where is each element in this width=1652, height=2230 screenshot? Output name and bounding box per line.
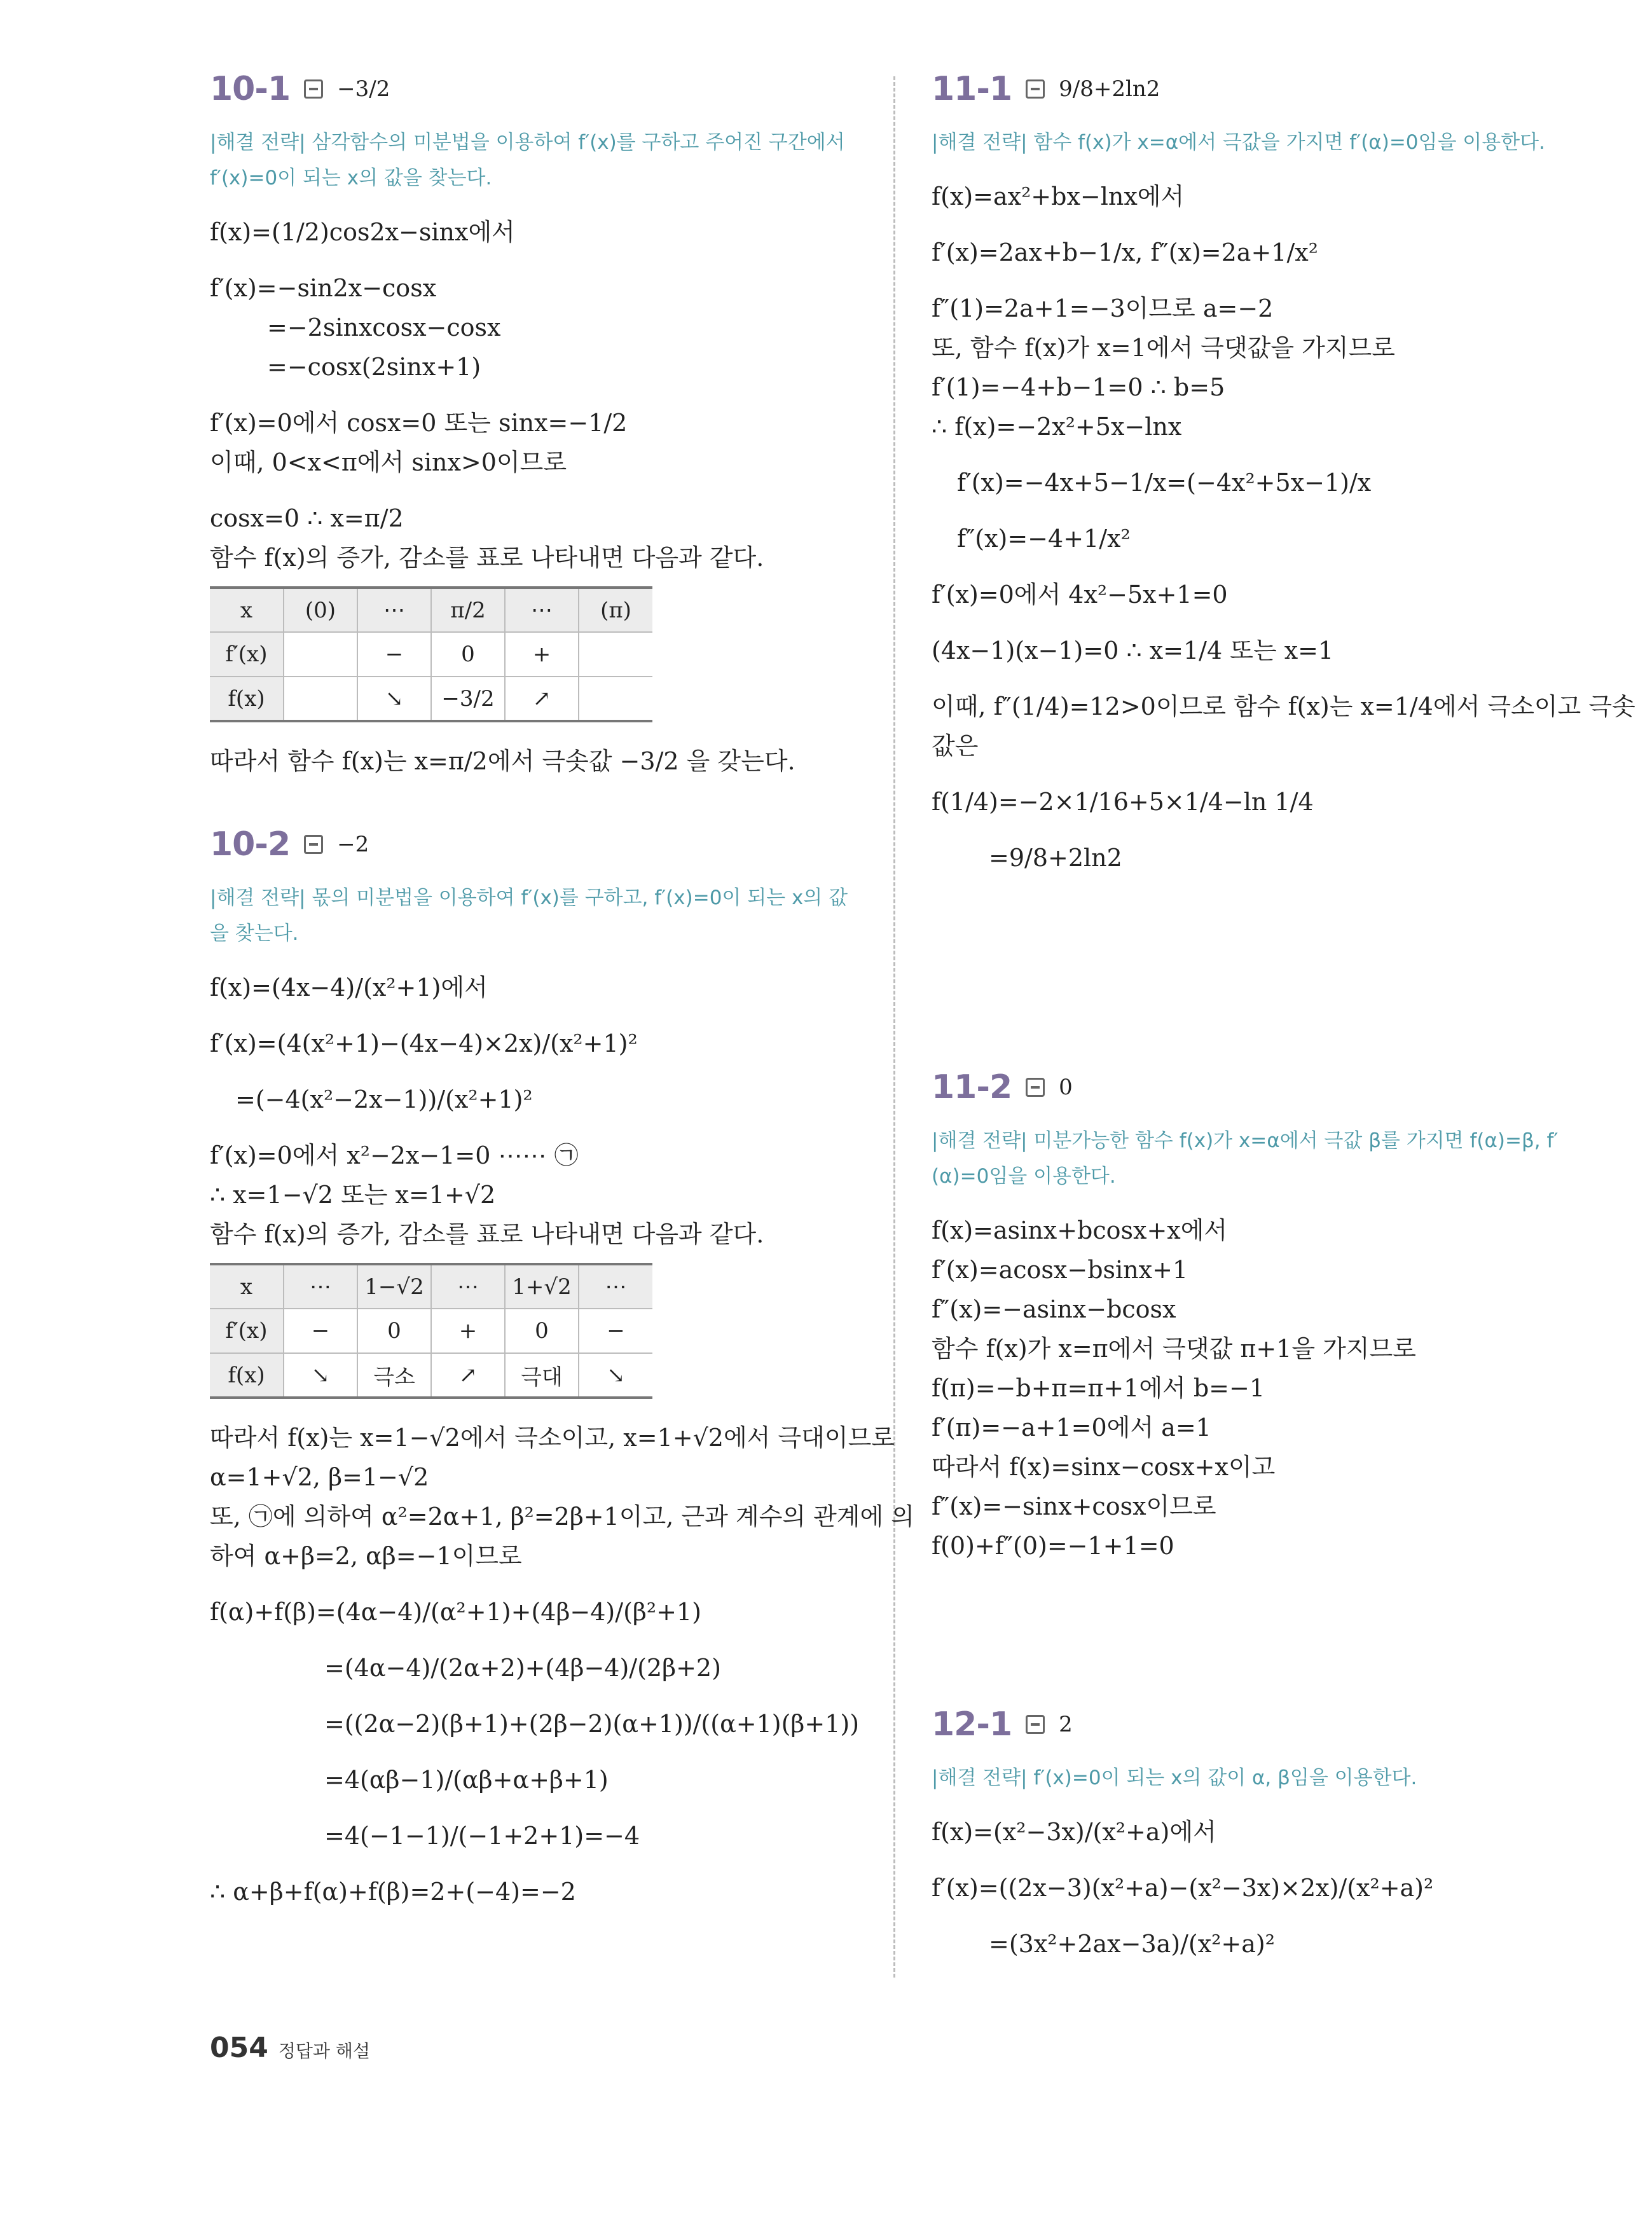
problem-number: 11-1 xyxy=(932,70,1012,108)
solution-line: 이때, f″(1/4)=12>0이므로 함수 f(x)는 x=1/4에서 극소이고 극솟 xyxy=(932,692,1635,720)
answer-icon xyxy=(304,79,323,99)
solution-line: 함수 f(x)의 증가, 감소를 표로 나타내면 다음과 같다. xyxy=(210,544,764,572)
page-footer xyxy=(210,2032,370,2064)
table-cell xyxy=(579,677,652,721)
table-cell: 0 xyxy=(431,632,505,677)
solution-line: ∴ x=1−√2 또는 x=1+√2 xyxy=(210,1181,496,1209)
solution-line: =−cosx(2sinx+1) xyxy=(267,353,481,381)
table-cell: x xyxy=(210,588,284,632)
solution-line: f′(x)=(4(x²+1)−(4x−4)×2x)/(x²+1)² xyxy=(210,1029,638,1057)
solution-line: f(1/4)=−2×1/16+5×1/4−ln 1/4 xyxy=(932,788,1314,816)
table-row xyxy=(210,588,652,632)
solution-line: =(−4(x²−2x−1))/(x²+1)² xyxy=(235,1085,533,1113)
solution-line: f′(x)=((2x−3)(x²+a)−(x²−3x)×2x)/(x²+a)² xyxy=(932,1874,1434,1902)
problem-number: 11-2 xyxy=(932,1068,1012,1106)
solution-line: ∴ f(x)=−2x²+5x−lnx xyxy=(932,413,1182,441)
table-cell: ↘ xyxy=(357,677,431,721)
strategy-text: |해결 전략| 함수 f(x)가 x=α에서 극값을 가지면 f′(α)=0임을 이용한다. xyxy=(932,131,1545,154)
answer-value: −2 xyxy=(337,832,369,857)
left-column xyxy=(210,70,914,1911)
table-row xyxy=(210,1309,652,1353)
answer-value: 0 xyxy=(1059,1075,1073,1100)
table-cell: 1−√2 xyxy=(357,1264,431,1309)
problem-number: 10-1 xyxy=(210,70,291,108)
table-cell: + xyxy=(505,632,579,677)
solution-line: f(α)+f(β)=(4α−4)/(α²+1)+(4β−4)/(β²+1) xyxy=(210,1598,701,1626)
table-cell: −3/2 xyxy=(431,677,505,721)
conclusion-line: 따라서 함수 f(x)는 x=π/2에서 극솟값 −3/2 을 갖는다. xyxy=(210,747,795,775)
solution-line: f′(x)=−4x+5−1/x=(−4x²+5x−1)/x xyxy=(957,469,1372,497)
table-cell: f′(x) xyxy=(210,1309,284,1353)
answer-value: −3/2 xyxy=(337,76,390,102)
page-number: 054 xyxy=(210,2032,268,2064)
solution-line: f″(x)=−sinx+cosx이므로 xyxy=(932,1492,1216,1520)
solution-line: 또, ㉠에 의하여 α²=2α+1, β²=2β+1이고, 근과 계수의 관계에 의 xyxy=(210,1503,914,1531)
solution-line: 이때, 0<x<π에서 sinx>0이므로 xyxy=(210,448,567,476)
solution-line: 값은 xyxy=(932,732,979,760)
table-row xyxy=(210,1264,652,1309)
solution-line: f(x)=(x²−3x)/(x²+a)에서 xyxy=(932,1818,1216,1846)
table-cell: f(x) xyxy=(210,677,284,721)
solution-line: f″(x)=−asinx−bcosx xyxy=(932,1295,1176,1323)
answer-icon xyxy=(304,835,323,854)
solution-line: cosx=0 ∴ x=π/2 xyxy=(210,504,404,532)
solution-line: f(x)=asinx+bcosx+x에서 xyxy=(932,1216,1228,1244)
solution-line: =9/8+2ln2 xyxy=(989,844,1122,872)
solution-line: f(x)=ax²+bx−lnx에서 xyxy=(932,182,1185,210)
solution-line: =4(αβ−1)/(αβ+α+β+1) xyxy=(324,1766,609,1794)
answer-icon xyxy=(1026,79,1045,99)
table-cell: 극소 xyxy=(357,1353,431,1398)
table-cell: x xyxy=(210,1264,284,1309)
table-cell: 1+√2 xyxy=(505,1264,579,1309)
solution-line: =4(−1−1)/(−1+2+1)=−4 xyxy=(324,1822,640,1850)
right-column xyxy=(932,70,1635,1964)
table-cell: + xyxy=(431,1309,505,1353)
solution-line: 따라서 f(x)=sinx−cosx+x이고 xyxy=(932,1453,1276,1481)
solution-line: =(3x²+2ax−3a)/(x²+a)² xyxy=(989,1930,1275,1958)
solution-line: 함수 f(x)가 x=π에서 극댓값 π+1을 가지므로 xyxy=(932,1335,1416,1363)
problem-10-2-header xyxy=(210,825,858,864)
answer-value: 9/8+2ln2 xyxy=(1059,76,1160,102)
strategy-text: |해결 전략| f′(x)=0이 되는 x의 값이 α, β임을 이용한다. xyxy=(932,1766,1417,1789)
solution-line: f″(1)=2a+1=−3이므로 a=−2 xyxy=(932,294,1274,322)
problem-11-1-header xyxy=(932,70,1580,108)
table-cell: ⋯ xyxy=(579,1264,652,1309)
footer-title: 정답과 해설 xyxy=(278,2041,371,2061)
table-cell: 0 xyxy=(357,1309,431,1353)
solution-line: f(π)=−b+π=π+1에서 b=−1 xyxy=(932,1374,1265,1402)
table-cell: − xyxy=(579,1309,652,1353)
sign-table-10-1 xyxy=(210,586,652,722)
column-divider xyxy=(893,76,895,1978)
answer-icon xyxy=(1026,1715,1045,1734)
strategy-text: |해결 전략| 몫의 미분법을 이용하여 f′(x)를 구하고, f′(x)=0이 되는 x의 값을 찾는다. xyxy=(210,886,848,945)
solution-line: 또, 함수 f(x)가 x=1에서 극댓값을 가지므로 xyxy=(932,334,1395,362)
table-cell: ⋯ xyxy=(431,1264,505,1309)
solution-line: =((2α−2)(β+1)+(2β−2)(α+1))/((α+1)(β+1)) xyxy=(324,1710,860,1738)
solution-line: f′(x)=acosx−bsinx+1 xyxy=(932,1256,1188,1284)
solution-line: f′(x)=−sin2x−cosx xyxy=(210,274,437,302)
strategy-text: |해결 전략| 삼각함수의 미분법을 이용하여 f′(x)를 구하고 주어진 구간에서 f′(x)=0이 되는 x의 값을 찾는다. xyxy=(210,131,845,189)
table-cell: ↗ xyxy=(431,1353,505,1398)
problem-number: 10-2 xyxy=(210,825,291,864)
table-cell: ↘ xyxy=(284,1353,357,1398)
solution-line: f(x)=(4x−4)/(x²+1)에서 xyxy=(210,974,488,1001)
solution-line: f(x)=(1/2)cos2x−sinx에서 xyxy=(210,218,515,246)
solution-line: =−2sinxcosx−cosx xyxy=(267,313,501,341)
solution-line: f(0)+f″(0)=−1+1=0 xyxy=(932,1532,1174,1560)
table-row xyxy=(210,632,652,677)
solution-line: 함수 f(x)의 증가, 감소를 표로 나타내면 다음과 같다. xyxy=(210,1220,764,1248)
solution-line: f′(x)=0에서 cosx=0 또는 sinx=−1/2 xyxy=(210,409,628,437)
problem-12-1-header xyxy=(932,1705,1580,1744)
table-cell: π/2 xyxy=(431,588,505,632)
table-cell: ↘ xyxy=(579,1353,652,1398)
problem-11-2-header xyxy=(932,1068,1580,1106)
table-cell: f(x) xyxy=(210,1353,284,1398)
table-cell: (0) xyxy=(284,588,357,632)
solution-line: f′(x)=2ax+b−1/x, f″(x)=2a+1/x² xyxy=(932,238,1318,266)
table-cell: ⋯ xyxy=(505,588,579,632)
answer-value: 2 xyxy=(1059,1712,1073,1737)
solution-line: (4x−1)(x−1)=0 ∴ x=1/4 또는 x=1 xyxy=(932,637,1334,664)
problem-number: 12-1 xyxy=(932,1705,1012,1744)
strategy-text: |해결 전략| 미분가능한 함수 f(x)가 x=α에서 극값 β를 가지면 f(α)=β, f′(α)=0임을 이용한다. xyxy=(932,1129,1559,1188)
solution-line: α=1+√2, β=1−√2 xyxy=(210,1463,429,1491)
solution-line: 따라서 f(x)는 x=1−√2에서 극소이고, x=1+√2에서 극대이므로 xyxy=(210,1424,895,1452)
solution-line: f″(x)=−4+1/x² xyxy=(957,525,1131,553)
table-row xyxy=(210,677,652,721)
table-cell: ⋯ xyxy=(357,588,431,632)
solution-line: 하여 α+β=2, αβ=−1이므로 xyxy=(210,1542,522,1570)
table-cell: ⋯ xyxy=(284,1264,357,1309)
table-cell: − xyxy=(357,632,431,677)
problem-10-1-header xyxy=(210,70,858,108)
table-cell: 극대 xyxy=(505,1353,579,1398)
solution-line: f′(x)=0에서 4x²−5x+1=0 xyxy=(932,581,1228,609)
table-cell: ↗ xyxy=(505,677,579,721)
solution-line: f′(π)=−a+1=0에서 a=1 xyxy=(932,1414,1211,1442)
solution-line: ∴ α+β+f(α)+f(β)=2+(−4)=−2 xyxy=(210,1878,576,1906)
solution-line: f′(1)=−4+b−1=0 ∴ b=5 xyxy=(932,373,1225,401)
table-cell: 0 xyxy=(505,1309,579,1353)
table-cell: f′(x) xyxy=(210,632,284,677)
table-cell xyxy=(579,632,652,677)
table-cell xyxy=(284,677,357,721)
table-cell: (π) xyxy=(579,588,652,632)
solution-line: f′(x)=0에서 x²−2x−1=0 ⋯⋯ ㉠ xyxy=(210,1141,579,1169)
solution-line: =(4α−4)/(2α+2)+(4β−4)/(2β+2) xyxy=(324,1654,721,1682)
sign-table-10-2 xyxy=(210,1263,652,1399)
table-cell: − xyxy=(284,1309,357,1353)
table-cell xyxy=(284,632,357,677)
answer-icon xyxy=(1026,1078,1045,1097)
table-row xyxy=(210,1353,652,1398)
